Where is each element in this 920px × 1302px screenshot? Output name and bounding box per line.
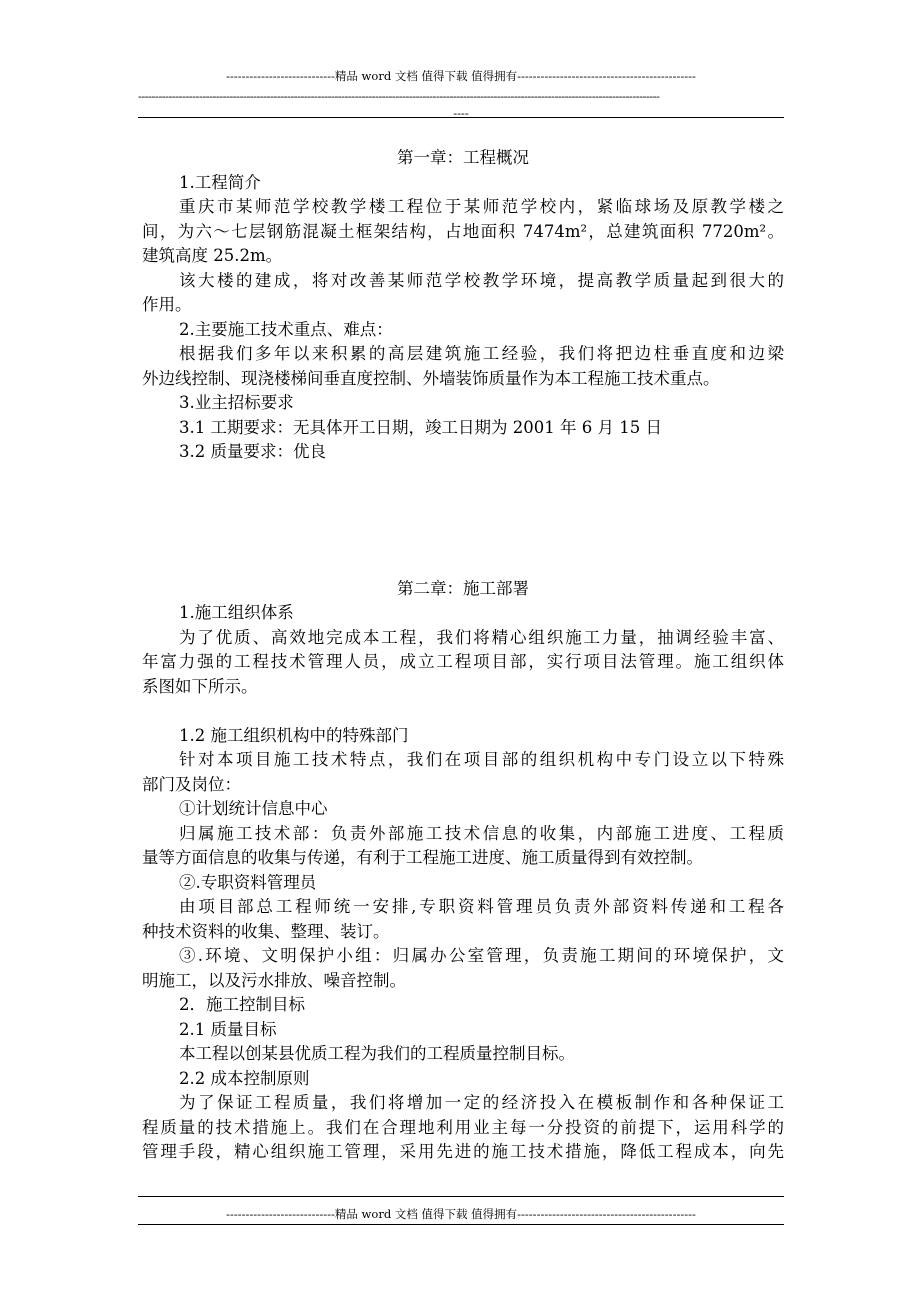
chapter1-section3-heading: 3.业主招标要求 (179, 393, 294, 412)
item2-heading: ②.专职资料管理员 (179, 872, 317, 892)
paragraph-line: 量等方面信息的收集与传递，有利于工程施工进度、施工质量得到有效控制。 (142, 848, 703, 867)
document-body (142, 146, 784, 1165)
footer-rule-top (138, 1196, 784, 1197)
paragraph-line: 为了保证工程质量，我们将增加一定的经济投入在模板制作和各种保证工 (179, 1093, 784, 1112)
paragraph-line: 间，为六～七层钢筋混凝土框架结构，占地面积 7474m²，总建筑面积 7720m²。 (142, 221, 784, 241)
paragraph-line: 程质量的技术措施上。我们在合理地利用业主每一分投资的前提下，运用科学的 (142, 1117, 784, 1137)
paragraph-line: 由项目部总工程师统一安排,专职资料管理员负责外部资料传递和工程各 (179, 897, 784, 916)
paragraph-line: 根据我们多年以来积累的高层建筑施工经验，我们将把边柱垂直度和边梁 (179, 344, 784, 363)
paragraph-line: 该大楼的建成，将对改善某师范学校教学环境，提高教学质量起到很大的 (179, 270, 784, 290)
paragraph-line: 归属施工技术部：负责外部施工技术信息的收集，内部施工进度、工程质 (179, 823, 784, 843)
paragraph-line: 部门及岗位： (142, 774, 241, 794)
paragraph-line: 作用。 (142, 295, 192, 314)
paragraph-line: 种技术资料的收集、整理、装订。 (142, 921, 390, 941)
chapter2-section2-1-heading: 2.1 质量目标 (179, 1019, 277, 1039)
paragraph-line: ③.环境、文明保护小组：归属办公室管理，负责施工期间的环境保护，文 (179, 946, 784, 965)
paragraph-line: 明施工，以及污水排放、噪音控制。 (142, 970, 406, 990)
chapter2-section2-heading: 2．施工控制目标 (179, 995, 305, 1014)
page-header (138, 68, 784, 120)
chapter1-title: 第一章：工程概况 (397, 148, 529, 167)
quality-requirement: 3.2 质量要求：优良 (179, 442, 326, 461)
paragraph-line: 建筑高度 25.2m。 (142, 246, 283, 265)
chapter1-section1-heading: 1.工程简介 (179, 172, 261, 192)
header-dash-line: ---------------------------------------------------------------------------------------------------------------------------------------------------------- (138, 89, 660, 103)
header-dash-tail: ---- (453, 106, 469, 120)
chapter2-section1-heading: 1.施工组织体系 (179, 603, 294, 622)
chapter2-section1-2-heading: 1.2 施工组织机构中的特殊部门 (179, 725, 409, 745)
paragraph-line: 针对本项目施工技术特点，我们在项目部的组织机构中专门设立以下特殊 (179, 750, 784, 769)
item1-heading: ①计划统计信息中心 (179, 799, 328, 818)
footer-rule-bottom (138, 1224, 784, 1225)
blank-line (142, 699, 784, 724)
chapter2-section2-2-heading: 2.2 成本控制原则 (179, 1068, 310, 1088)
paragraph-line: 年富力强的工程技术管理人员，成立工程项目部，实行项目法管理。施工组织体 (142, 652, 784, 671)
paragraph-line: 为了优质、高效地完成本工程，我们将精心组织施工力量，抽调经验丰富、 (179, 627, 784, 647)
paragraph-line: 管理手段，精心组织施工管理，采用先进的施工技术措施，降低工程成本，向先 (142, 1142, 784, 1161)
page-spacer (142, 465, 784, 577)
paragraph-line: 系图如下所示。 (142, 676, 258, 696)
footer-banner: ----------------------------精品 word 文档 值得下载 值得拥有---------------------------------------------- (226, 1207, 696, 1221)
chapter2-title: 第二章：施工部署 (397, 578, 529, 598)
paragraph-line: 本工程以创某县优质工程为我们的工程质量控制目标。 (179, 1044, 575, 1063)
paragraph-line: 重庆市某师范学校教学楼工程位于某师范学校内，紧临球场及原教学楼之 (179, 197, 784, 216)
header-banner: ----------------------------精品 word 文档 值得下载 值得拥有---------------------------------------------- (226, 69, 696, 83)
paragraph-line: 外边线控制、现浇楼梯间垂直度控制、外墙装饰质量作为本工程施工技术重点。 (142, 368, 720, 388)
header-rule (138, 117, 784, 118)
chapter1-section2-heading: 2.主要施工技术重点、难点： (179, 319, 393, 339)
schedule-requirement: 3.1 工期要求：无具体开工日期，竣工日期为 2001 年 6 月 15 日 (179, 417, 662, 437)
